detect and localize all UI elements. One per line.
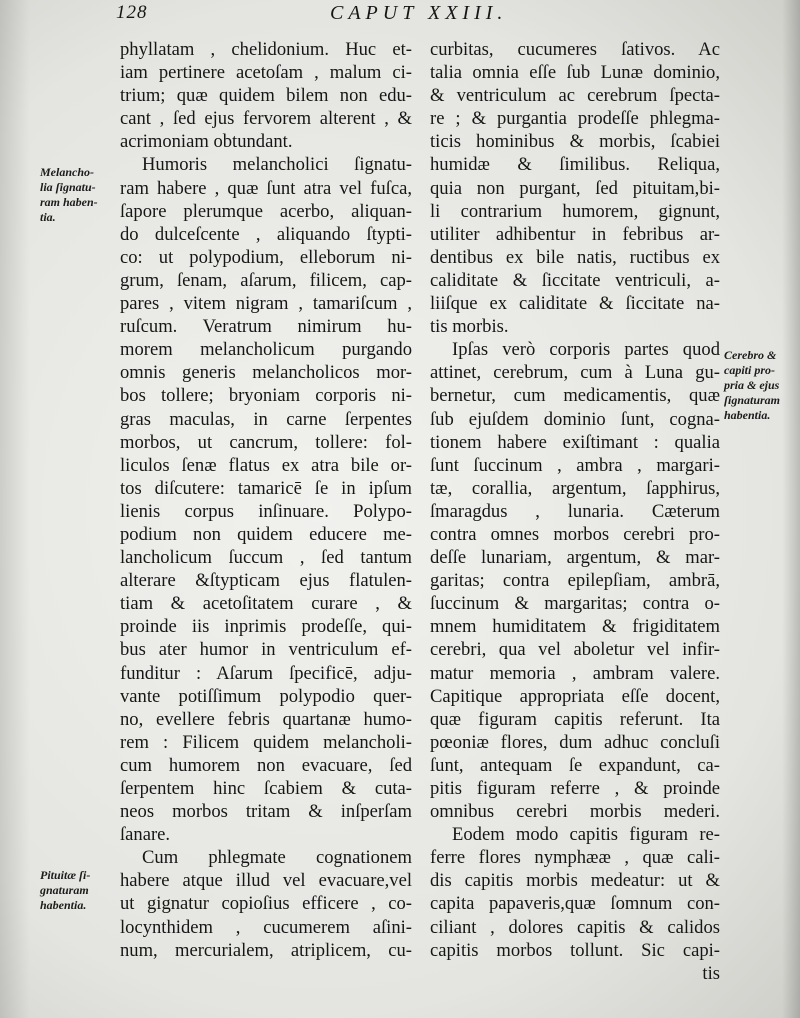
text-line: vante potiſſimum polypodio quer- xyxy=(120,685,412,707)
marginal-note-line: Melancho- xyxy=(40,165,94,179)
text-line: grum, ſenam, aſarum, filicem, cap- xyxy=(120,269,412,291)
marginal-note-line: ſignaturam xyxy=(724,393,781,407)
marginal-note-cerebro xyxy=(724,348,780,423)
text-line: tis xyxy=(702,962,720,984)
text-line: cant , ſed ejus fervorem alterent , & xyxy=(120,108,412,130)
text-line: ſunt ſuccinum , ambra , margari- xyxy=(430,454,720,476)
text-line: tiam & acetoſitatem curare , & xyxy=(120,593,412,615)
text-line: attinet, cerebrum, cum à Luna gu- xyxy=(430,362,720,384)
marginal-note-pituita xyxy=(40,868,90,913)
text-line: utiliter adhibentur in febribus ar- xyxy=(430,223,720,245)
text-line: num, mercurialem, atriplicem, cu- xyxy=(120,939,412,961)
text-line: proinde iis inprimis prodeſſe, qui- xyxy=(120,616,412,638)
text-line: pitis figuram referre , & proinde xyxy=(430,778,720,799)
text-line: pœoniæ flores, dum adhuc concluſi xyxy=(430,731,720,753)
text-line: matur memoria , ambram valere. xyxy=(430,662,720,684)
text-line: ſanare. xyxy=(120,824,171,846)
text-line: phyllatam , chelidonium. Huc et- xyxy=(120,39,412,60)
text-line: ſunt, antequam ſe expandunt, ca- xyxy=(430,754,720,776)
text-line: ſmaragdus , lunaria. Cæterum xyxy=(430,500,720,522)
marginal-note-line: ram haben- xyxy=(40,195,98,209)
text-line: tis morbis. xyxy=(430,316,509,338)
text-line: ciliant , dolores capitis & calidos xyxy=(430,916,720,938)
marginal-note-line: Pituitæ ſi- xyxy=(40,868,91,882)
text-line: cerebri, qua vel aboletur vel infir- xyxy=(430,639,720,661)
text-line: tæ, corallia, argentum, ſapphirus, xyxy=(430,477,720,499)
page-number: 128 xyxy=(116,2,148,23)
text-line: co: ut polypodium, elleborum ni- xyxy=(120,246,412,268)
marginal-note-line: pria & ejus xyxy=(724,378,780,392)
marginal-note-line: tia. xyxy=(40,210,56,224)
text-line: do dulceſcente , aliquando ſtypti- xyxy=(120,223,412,245)
text-line: trium; quæ quidem bilem non edu- xyxy=(120,85,412,107)
page-edge-shadow-right xyxy=(782,0,800,1018)
text-line: alterare &ſtypticam ejus flatulen- xyxy=(120,570,412,592)
text-line: li contrarium humorem, gignunt, xyxy=(430,200,720,222)
running-head: CAPUT XXIII. xyxy=(330,2,508,24)
text-line: ram habere , quæ ſunt atra vel fuſca, xyxy=(120,177,412,199)
text-line: omnis generis melancholicos mor- xyxy=(120,362,412,384)
text-line: funditur : Aſarum ſpecificē, adju- xyxy=(120,662,412,684)
text-line: podium non quidem educere me- xyxy=(120,523,412,545)
text-line: omnibus cerebri morbis mederi. xyxy=(430,801,720,823)
text-line: ut gignatur copioſius efficere , co- xyxy=(120,893,412,915)
text-column-right xyxy=(430,38,720,985)
marginal-note-line: habentia. xyxy=(724,408,771,422)
marginal-note-line: gnaturam xyxy=(40,883,89,897)
text-line: curbitas, cucumeres ſativos. Ac xyxy=(430,39,720,60)
text-line: pares , vitem nigram , tamariſcum , xyxy=(120,293,412,315)
text-line: bos tollere; bryoniam corporis ni- xyxy=(120,385,412,407)
text-line: quia non purgant, ſed pituitam,bi- xyxy=(430,177,720,199)
text-line: no, evellere febris quartanæ humo- xyxy=(120,708,412,730)
text-line: acrimoniam obtundant. xyxy=(120,131,293,153)
text-line: morbos, ut cancrum, tollere: fol- xyxy=(120,431,412,453)
text-line: garitas; contra epilepſiam, ambrā, xyxy=(430,570,720,592)
text-line: talia omnia eſſe ſub Lunæ dominio, xyxy=(430,62,720,84)
text-line: ſapore plerumque acerbo, aliquan- xyxy=(120,200,412,222)
text-line: ticis hominibus & morbis, ſcabiei xyxy=(430,131,720,153)
text-line: morem melancholicum purgando xyxy=(120,339,412,361)
text-line: liculos ſenæ flatus ex atra bile or- xyxy=(120,454,412,476)
page-header xyxy=(0,2,800,26)
marginal-note-line: lia ſignatu- xyxy=(40,180,96,194)
text-line: & ventriculum ac cerebrum ſpecta- xyxy=(430,85,720,107)
text-line: Humoris melancholici ſignatu- xyxy=(142,154,412,176)
text-line: gras maculas, in carne ſerpentes xyxy=(120,408,412,430)
text-line: dentibus ex bile natis, ructibus ex xyxy=(430,246,720,268)
text-line: ſuccinum & margaritas; contra o- xyxy=(430,593,720,615)
text-column-left xyxy=(120,38,412,962)
marginal-note-line: Cerebro & xyxy=(724,348,777,362)
marginal-note-melancholia xyxy=(40,165,98,225)
text-line: habere atque illud vel evacuare,vel xyxy=(120,870,412,892)
text-line: deſſe lunariam, argentum, & mar- xyxy=(430,547,720,569)
text-line: lancholicum ſuccum , ſed tantum xyxy=(120,547,412,569)
text-line: caliditate & ſiccitate ventriculi, a- xyxy=(430,269,720,291)
text-line: mnem humiditatem & frigiditatem xyxy=(430,616,720,638)
text-line: Cum phlegmate cognationem xyxy=(142,847,412,869)
text-line: contra omnes morbos cerebri pro- xyxy=(430,523,720,545)
text-line: bus ater humor in ventriculum ef- xyxy=(120,639,412,661)
text-line: rem : Filicem quidem melancholi- xyxy=(120,731,412,753)
text-line: dis capitis morbis medeatur: ut & xyxy=(430,870,720,892)
text-line: tos diſcutere: tamaricē ſe in ipſum xyxy=(120,477,412,499)
text-line: capita papaveris,quæ ſomnum con- xyxy=(430,893,720,915)
text-line: quæ figuram capitis referunt. Ita xyxy=(430,708,720,730)
text-line: lienis corpus inſinuare. Polypo- xyxy=(120,500,412,522)
text-line: iam pertinere acetoſam , malum ci- xyxy=(120,62,412,84)
text-line: ruſcum. Veratrum nimirum hu- xyxy=(120,316,412,338)
text-line: ſerpentem hinc ſcabiem & cuta- xyxy=(120,778,412,799)
text-line: cum humorem non evacuare, ſed xyxy=(120,754,412,776)
text-line: re ; & purgantia prodeſſe phlegma- xyxy=(430,108,720,130)
marginal-note-line: capiti pro- xyxy=(724,363,775,377)
text-line: neos morbos tritam & inſperſam xyxy=(120,801,412,823)
text-line: locynthidem , cucumerem aſini- xyxy=(120,916,412,938)
text-line: tionem habere exiſtimant : qualia xyxy=(430,431,720,453)
marginal-note-line: habentia. xyxy=(40,898,87,912)
text-line: Eodem modo capitis figuram re- xyxy=(452,824,720,846)
text-line: ſub ejuſdem dominio ſunt, cogna- xyxy=(430,408,720,430)
text-line: Capitique appropriata eſſe docent, xyxy=(430,685,720,707)
text-line: humidæ & ſimilibus. Reliqua, xyxy=(430,154,720,176)
text-line: ferre flores nymphææ , quæ cali- xyxy=(430,847,720,869)
page-edge-shadow-left xyxy=(0,0,30,1018)
text-line: bernetur, cum medicamentis, quæ xyxy=(430,385,720,407)
text-line: capitis morbos tollunt. Sic capi- xyxy=(430,939,720,961)
text-line: liiſque ex caliditate & ſiccitate na- xyxy=(430,293,720,315)
text-line: Ipſas verò corporis partes quod xyxy=(452,339,720,361)
